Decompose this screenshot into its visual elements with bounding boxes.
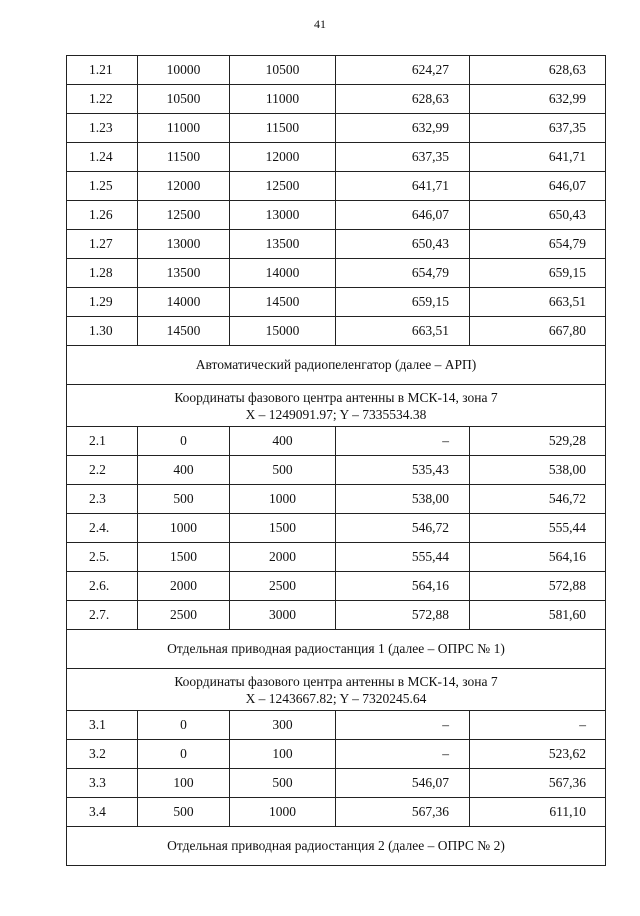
table-cell: 572,88 (336, 601, 470, 630)
table-cell: 654,79 (336, 259, 470, 288)
coordinates-cell (67, 669, 606, 711)
table-row (67, 56, 606, 85)
table-cell: 659,15 (336, 288, 470, 317)
table-cell: 100 (230, 740, 336, 769)
table-cell: 535,43 (336, 456, 470, 485)
table-cell: 637,35 (470, 114, 606, 143)
table-cell: 667,80 (470, 317, 606, 346)
coordinates-row (67, 669, 606, 711)
table-row (67, 288, 606, 317)
table-cell: 1.25 (67, 172, 138, 201)
table-cell: 2.5. (67, 543, 138, 572)
table-row (67, 601, 606, 630)
table-cell: 2500 (138, 601, 230, 630)
table-cell: 400 (138, 456, 230, 485)
table-cell: 3.4 (67, 798, 138, 827)
table-row (67, 230, 606, 259)
table-cell: 555,44 (336, 543, 470, 572)
table-cell: 500 (138, 798, 230, 827)
table-row (67, 543, 606, 572)
table-cell: 2.7. (67, 601, 138, 630)
table-row (67, 114, 606, 143)
table-row (67, 798, 606, 827)
table-cell: 13500 (138, 259, 230, 288)
table-cell: 611,10 (470, 798, 606, 827)
coordinates-row (67, 385, 606, 427)
table-cell: 500 (230, 456, 336, 485)
section-header-row (67, 827, 606, 866)
table-cell: 1.23 (67, 114, 138, 143)
table-cell: 2.1 (67, 427, 138, 456)
section-header-row (67, 346, 606, 385)
table-cell: 2500 (230, 572, 336, 601)
table-cell: 663,51 (336, 317, 470, 346)
table-cell: 2000 (138, 572, 230, 601)
section-title: Отдельная приводная радиостанция 1 (далее – ОПРС № 1) (67, 630, 606, 669)
table-cell: 546,72 (470, 485, 606, 514)
table-cell: 2.3 (67, 485, 138, 514)
table-row (67, 317, 606, 346)
table-cell: 14500 (138, 317, 230, 346)
table-cell: 659,15 (470, 259, 606, 288)
coordinates-line: Координаты фазового центра антенны в МСК-14, зона 7 (174, 673, 498, 689)
table-row (67, 259, 606, 288)
table-cell: 3000 (230, 601, 336, 630)
table-cell: 3.3 (67, 769, 138, 798)
table-row (67, 485, 606, 514)
table-cell: 1500 (138, 543, 230, 572)
table-cell: 11000 (138, 114, 230, 143)
table-cell: 300 (230, 711, 336, 740)
table-cell: 641,71 (470, 143, 606, 172)
table-cell: 14000 (138, 288, 230, 317)
table-cell: 1.28 (67, 259, 138, 288)
table-cell: 400 (230, 427, 336, 456)
table-cell: 12000 (230, 143, 336, 172)
table-cell: 581,60 (470, 601, 606, 630)
table-cell: – (470, 711, 606, 740)
table-cell: 1.24 (67, 143, 138, 172)
table-cell: 2.4. (67, 514, 138, 543)
table-cell: 646,07 (336, 201, 470, 230)
table-cell: 13000 (230, 201, 336, 230)
data-table (66, 55, 606, 866)
table-cell: 632,99 (470, 85, 606, 114)
table-cell: 14000 (230, 259, 336, 288)
table-cell: 538,00 (470, 456, 606, 485)
table-row (67, 572, 606, 601)
table-row (67, 769, 606, 798)
table-cell: 1.21 (67, 56, 138, 85)
table-row (67, 456, 606, 485)
coordinates-line: X – 1243667.82; Y – 7320245.64 (245, 690, 427, 706)
table-cell: – (336, 740, 470, 769)
table-cell: 12500 (138, 201, 230, 230)
table-cell: 641,71 (336, 172, 470, 201)
table-cell: 632,99 (336, 114, 470, 143)
table-cell: 1.30 (67, 317, 138, 346)
table-cell: 2.2 (67, 456, 138, 485)
table-row (67, 711, 606, 740)
table-cell: 13000 (138, 230, 230, 259)
table-cell: 628,63 (336, 85, 470, 114)
table-cell: – (336, 427, 470, 456)
table-cell: 0 (138, 711, 230, 740)
table-body (67, 56, 606, 866)
table-cell: 3.1 (67, 711, 138, 740)
table-cell: 637,35 (336, 143, 470, 172)
table-cell: 1000 (138, 514, 230, 543)
table-cell: 650,43 (336, 230, 470, 259)
table-cell: 654,79 (470, 230, 606, 259)
coordinates-cell (67, 385, 606, 427)
table-cell: 646,07 (470, 172, 606, 201)
table-cell: 663,51 (470, 288, 606, 317)
table-cell: 12500 (230, 172, 336, 201)
table-cell: 628,63 (470, 56, 606, 85)
coordinates-line: Координаты фазового центра антенны в МСК-14, зона 7 (174, 389, 498, 405)
table-cell: 546,07 (336, 769, 470, 798)
table-cell: 564,16 (470, 543, 606, 572)
table-row (67, 143, 606, 172)
table-row (67, 740, 606, 769)
table-row (67, 427, 606, 456)
table-cell: 529,28 (470, 427, 606, 456)
table-cell: 1.29 (67, 288, 138, 317)
table-cell: 0 (138, 740, 230, 769)
table-cell: 564,16 (336, 572, 470, 601)
table-cell: 12000 (138, 172, 230, 201)
table-cell: 10000 (138, 56, 230, 85)
coordinates-line: X – 1249091.97; Y – 7335534.38 (245, 406, 427, 422)
page-number: 41 (314, 17, 326, 31)
table-cell: 500 (138, 485, 230, 514)
table-cell: 1000 (230, 798, 336, 827)
table-cell: 624,27 (336, 56, 470, 85)
table-cell: 572,88 (470, 572, 606, 601)
table-cell: 523,62 (470, 740, 606, 769)
table-cell: 100 (138, 769, 230, 798)
table-cell: 14500 (230, 288, 336, 317)
table-row (67, 201, 606, 230)
table-cell: 11000 (230, 85, 336, 114)
table-cell: 1500 (230, 514, 336, 543)
table-cell: 15000 (230, 317, 336, 346)
table-cell: 500 (230, 769, 336, 798)
table-cell: 567,36 (470, 769, 606, 798)
table-cell: 10500 (230, 56, 336, 85)
table-cell: 13500 (230, 230, 336, 259)
table-cell: 11500 (138, 143, 230, 172)
section-header-row (67, 630, 606, 669)
table-cell: 567,36 (336, 798, 470, 827)
section-title: Отдельная приводная радиостанция 2 (далее – ОПРС № 2) (67, 827, 606, 866)
table-cell: 2.6. (67, 572, 138, 601)
table-cell: 10500 (138, 85, 230, 114)
table-cell: 555,44 (470, 514, 606, 543)
table-cell: 1.22 (67, 85, 138, 114)
table-cell: 0 (138, 427, 230, 456)
table-row (67, 172, 606, 201)
table-cell: 1000 (230, 485, 336, 514)
table-row (67, 85, 606, 114)
table-cell: 11500 (230, 114, 336, 143)
table-cell: 546,72 (336, 514, 470, 543)
table-cell: 3.2 (67, 740, 138, 769)
section-title: Автоматический радиопеленгатор (далее – АРП) (67, 346, 606, 385)
table-cell: 1.27 (67, 230, 138, 259)
table-cell: – (336, 711, 470, 740)
table-cell: 538,00 (336, 485, 470, 514)
table-row (67, 514, 606, 543)
table-cell: 2000 (230, 543, 336, 572)
table-cell: 650,43 (470, 201, 606, 230)
table-cell: 1.26 (67, 201, 138, 230)
